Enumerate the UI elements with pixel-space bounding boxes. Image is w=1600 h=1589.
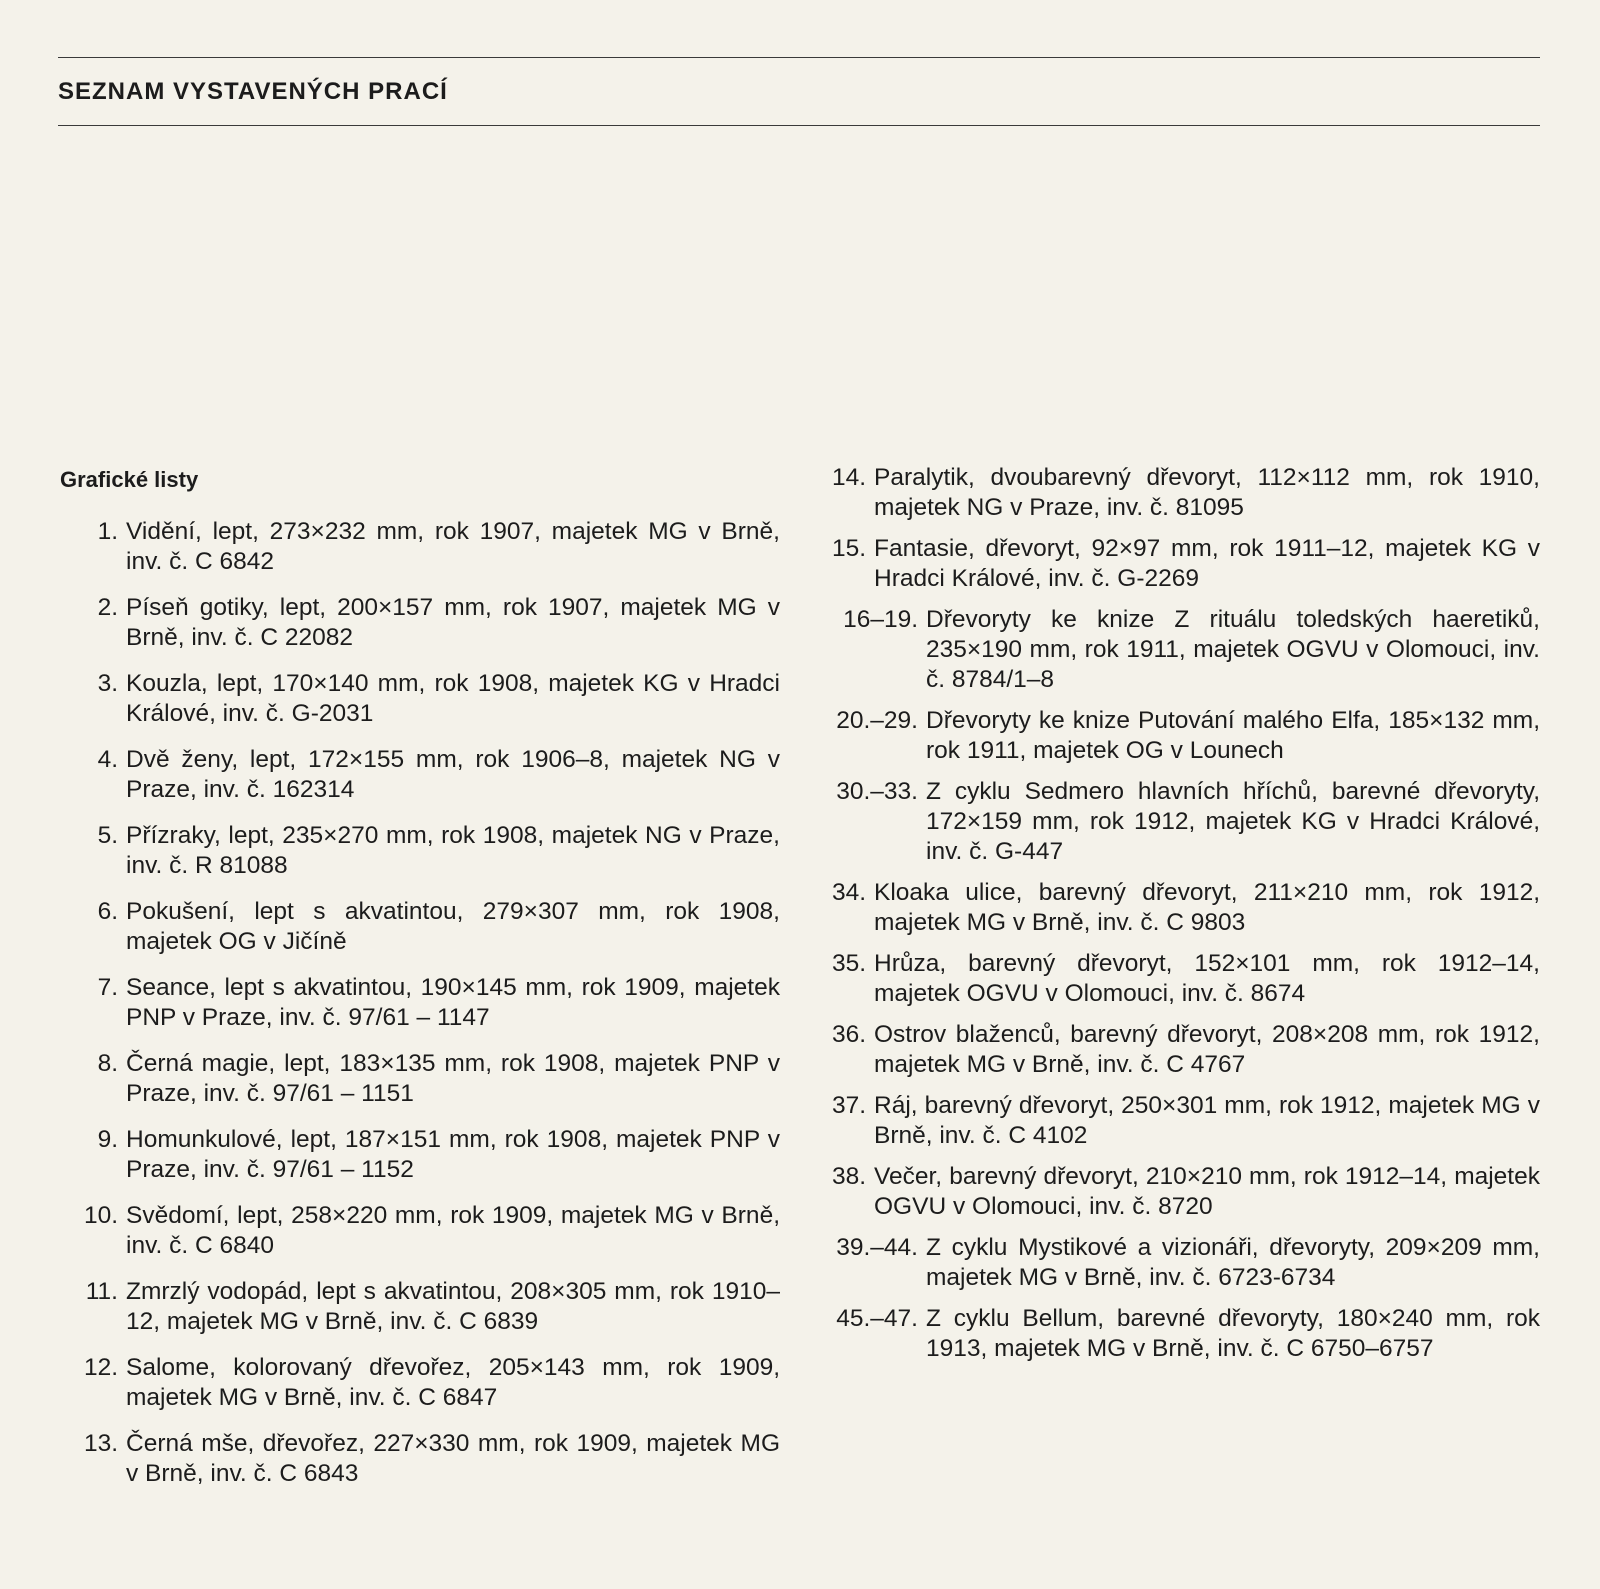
item-number: 3. <box>97 670 118 697</box>
item-text: Kloaka ulice, barevný dřevoryt, 211×210 mm, rok 1912, majetek MG v Brně, inv. č. C 9803 <box>874 879 1540 936</box>
item-text: Černá mše, dřevořez, 227×330 mm, rok 1909, majetek MG v Brně, inv. č. C 6843 <box>126 1430 780 1487</box>
item-text: Kouzla, lept, 170×140 mm, rok 1908, majetek KG v Hradci Králové, inv. č. G-2031 <box>126 670 780 727</box>
item-text: Dřevoryty ke knize Putování malého Elfa, 185×132 mm, rok 1911, majetek OG v Lounech <box>926 707 1540 764</box>
item-text: Ostrov blaženců, barevný dřevoryt, 208×208 mm, rok 1912, majetek MG v Brně, inv. č. C 4767 <box>874 1021 1540 1078</box>
list-item <box>60 1277 780 1337</box>
item-number: 2. <box>97 594 118 621</box>
item-number: 7. <box>97 974 118 1001</box>
list-item <box>60 1201 780 1261</box>
item-text: Paralytik, dvoubarevný dřevoryt, 112×112 mm, rok 1910, majetek NG v Praze, inv. č. 81095 <box>874 464 1540 521</box>
item-number: 6. <box>97 898 118 925</box>
list-item <box>60 1353 780 1413</box>
item-number: 35. <box>831 950 866 977</box>
page-heading: SEZNAM VYSTAVENÝCH PRACÍ <box>58 78 448 105</box>
item-text: Ráj, barevný dřevoryt, 250×301 mm, rok 1912, majetek MG v Brně, inv. č. C 4102 <box>874 1092 1540 1149</box>
list-item <box>60 821 780 881</box>
list-item <box>60 669 780 729</box>
item-text: Černá magie, lept, 183×135 mm, rok 1908, majetek PNP v Praze, inv. č. 97/61 – 1151 <box>126 1050 780 1107</box>
item-text: Fantasie, dřevoryt, 92×97 mm, rok 1911–12, majetek KG v Hradci Králové, inv. č. G-2269 <box>874 535 1540 592</box>
list-item <box>830 605 1540 695</box>
list-item <box>830 1091 1540 1151</box>
item-number: 36. <box>831 1021 866 1048</box>
item-number: 4. <box>97 746 118 773</box>
item-text: Hrůza, barevný dřevoryt, 152×101 mm, rok 1912–14, majetek OGVU v Olomouci, inv. č. 8674 <box>874 950 1540 1007</box>
item-number: 12. <box>83 1354 118 1381</box>
item-text: Salome, kolorovaný dřevořez, 205×143 mm, rok 1909, majetek MG v Brně, inv. č. C 6847 <box>126 1354 780 1411</box>
item-number: 1. <box>97 518 118 545</box>
list-item <box>830 777 1540 867</box>
item-number: 10. <box>83 1202 118 1229</box>
item-number: 13. <box>83 1430 118 1457</box>
item-text: Seance, lept s akvatintou, 190×145 mm, rok 1909, majetek PNP v Praze, inv. č. 97/61 – 1147 <box>126 974 780 1031</box>
item-text: Píseň gotiky, lept, 200×157 mm, rok 1907, majetek MG v Brně, inv. č. C 22082 <box>126 594 780 651</box>
item-number: 39.–44. <box>836 1234 918 1261</box>
list-item <box>60 1429 780 1489</box>
left-column-list <box>60 517 780 1505</box>
item-number: 16–19. <box>843 606 918 633</box>
item-text: Svědomí, lept, 258×220 mm, rok 1909, majetek MG v Brně, inv. č. C 6840 <box>126 1202 780 1259</box>
list-item <box>60 897 780 957</box>
heading-underline-rule <box>58 125 1540 126</box>
list-item <box>830 1233 1540 1293</box>
item-number: 14. <box>831 464 866 491</box>
item-text: Přízraky, lept, 235×270 mm, rok 1908, majetek NG v Praze, inv. č. R 81088 <box>126 822 780 879</box>
item-text: Večer, barevný dřevoryt, 210×210 mm, rok 1912–14, majetek OGVU v Olomouci, inv. č. 8720 <box>874 1163 1540 1220</box>
item-text: Vidění, lept, 273×232 mm, rok 1907, majetek MG v Brně, inv. č. C 6842 <box>126 518 780 575</box>
item-number: 15. <box>831 535 866 562</box>
list-item <box>60 1049 780 1109</box>
list-item <box>60 973 780 1033</box>
list-item <box>60 593 780 653</box>
item-text: Dřevoryty ke knize Z rituálu toledských haeretiků, 235×190 mm, rok 1911, majetek OGVU v Olomouci, inv. č. 8784/1–8 <box>926 606 1540 693</box>
item-text: Z cyklu Sedmero hlavních hříchů, barevné dřevoryty, 172×159 mm, rok 1912, majetek KG v Hradci Králové, inv. č. G-447 <box>926 778 1540 865</box>
item-text: Dvě ženy, lept, 172×155 mm, rok 1906–8, majetek NG v Praze, inv. č. 162314 <box>126 746 780 803</box>
right-column-list <box>830 463 1540 1375</box>
item-number: 38. <box>831 1163 866 1190</box>
list-item <box>830 1304 1540 1364</box>
list-item <box>830 949 1540 1009</box>
top-rule <box>58 57 1540 58</box>
item-text: Pokušení, lept s akvatintou, 279×307 mm, rok 1908, majetek OG v Jičíně <box>126 898 780 955</box>
section-title: Grafické listy <box>60 467 199 492</box>
item-number: 45.–47. <box>836 1305 918 1332</box>
list-item <box>830 1020 1540 1080</box>
item-number: 34. <box>831 879 866 906</box>
item-number: 30.–33. <box>836 778 918 805</box>
list-item <box>830 878 1540 938</box>
item-number: 20.–29. <box>836 707 918 734</box>
item-number: 8. <box>97 1050 118 1077</box>
item-text: Zmrzlý vodopád, lept s akvatintou, 208×305 mm, rok 1910–12, majetek MG v Brně, inv. č. C 6839 <box>126 1278 780 1335</box>
item-number: 37. <box>831 1092 866 1119</box>
list-item <box>830 534 1540 594</box>
list-item <box>830 1162 1540 1222</box>
list-item <box>830 463 1540 523</box>
item-number: 11. <box>85 1278 118 1305</box>
item-number: 9. <box>97 1126 118 1153</box>
item-number: 5. <box>97 822 118 849</box>
list-item <box>60 745 780 805</box>
item-text: Homunkulové, lept, 187×151 mm, rok 1908, majetek PNP v Praze, inv. č. 97/61 – 1152 <box>126 1126 780 1183</box>
list-item <box>830 706 1540 766</box>
item-text: Z cyklu Bellum, barevné dřevoryty, 180×240 mm, rok 1913, majetek MG v Brně, inv. č. C 6750–6757 <box>926 1305 1540 1362</box>
list-item <box>60 1125 780 1185</box>
item-text: Z cyklu Mystikové a vizionáři, dřevoryty, 209×209 mm, majetek MG v Brně, inv. č. 6723-6734 <box>926 1234 1540 1291</box>
list-item <box>60 517 780 577</box>
